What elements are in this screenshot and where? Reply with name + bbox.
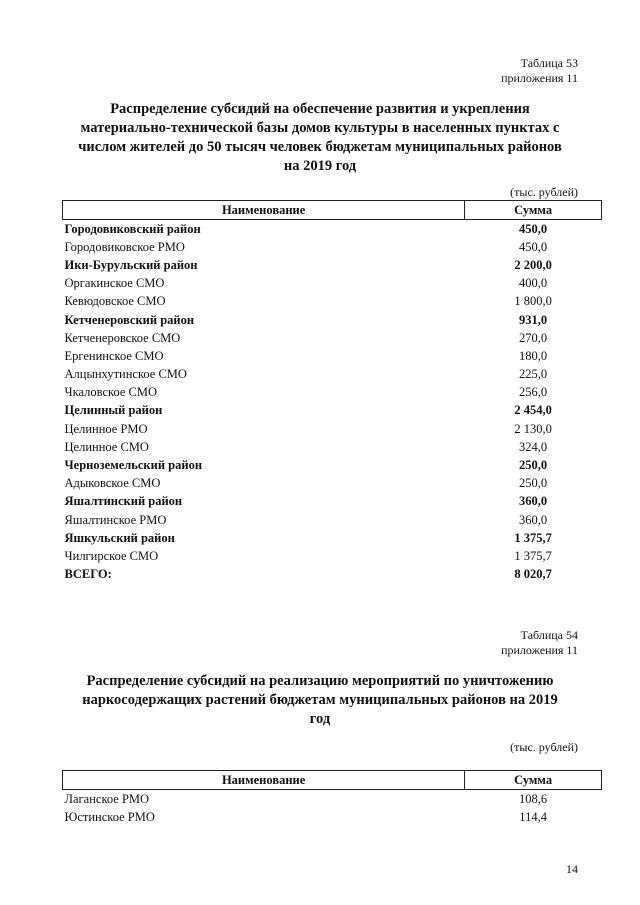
table54-reference — [501, 628, 578, 658]
table54 — [62, 770, 602, 826]
table54-header-sum: Сумма — [465, 771, 602, 790]
row-name: Ергенинское СМО — [64, 348, 164, 363]
table-row — [63, 438, 602, 456]
table53-title-line1: Распределение субсидий на обеспечение развития и укрепления — [110, 101, 530, 117]
row-value: 360,0 — [519, 494, 548, 509]
table-row — [63, 511, 602, 529]
table54-ref-line1: Таблица 54 — [520, 628, 578, 642]
table-row — [63, 311, 602, 329]
row-name: Целинное РМО — [64, 421, 148, 436]
table-row — [63, 475, 602, 493]
table53-title-line4: на 2019 год — [283, 158, 357, 174]
table53-reference — [501, 56, 578, 86]
row-name: Кевюдовское СМО — [64, 294, 166, 309]
table-row — [63, 493, 602, 511]
row-value: 1 375,7 — [514, 530, 552, 545]
row-value: 2 130,0 — [514, 421, 552, 436]
row-name: Адыковское СМО — [64, 476, 161, 491]
row-value: 2 454,0 — [514, 403, 552, 418]
table54-title-line3: год — [309, 711, 331, 727]
table53 — [62, 200, 602, 584]
table-row — [63, 566, 602, 584]
row-name: Оргакинское СМО — [64, 276, 165, 291]
row-value: 108,6 — [519, 791, 548, 806]
table54-units: (тыс. рублей) — [510, 740, 578, 754]
table54-ref-line2: приложения 11 — [501, 643, 578, 657]
table-row — [63, 238, 602, 256]
table53-header-row — [63, 201, 602, 220]
row-name: Чкаловское СМО — [64, 385, 158, 400]
row-value: 1 800,0 — [514, 294, 552, 309]
table53-units: (тыс. рублей) — [510, 185, 578, 199]
table53-body — [63, 220, 602, 584]
row-value: 324,0 — [519, 439, 548, 454]
table53-ref-line2: приложения 11 — [501, 71, 578, 85]
row-value: 2 200,0 — [514, 257, 552, 272]
row-value: 8 020,7 — [514, 567, 552, 582]
row-name: Яшкульский район — [64, 530, 175, 545]
table-row — [63, 808, 602, 826]
table54-header-row — [63, 771, 602, 790]
row-name: Лаганское РМО — [64, 791, 150, 806]
table-row — [63, 220, 602, 239]
row-name: Городовиковское РМО — [64, 239, 185, 254]
row-value: 250,0 — [519, 458, 548, 473]
table53-title — [56, 100, 584, 176]
table54-header-name: Наименование — [63, 771, 465, 790]
row-name: Яшалтинское РМО — [64, 512, 167, 527]
table54-title — [56, 672, 584, 729]
row-name: Ики-Бурульский район — [64, 257, 198, 272]
row-value: 114,4 — [519, 809, 547, 824]
table-row — [63, 402, 602, 420]
table-row — [63, 347, 602, 365]
table-row — [63, 329, 602, 347]
row-value: 270,0 — [519, 330, 548, 345]
table-row — [63, 366, 602, 384]
table-row — [63, 790, 602, 809]
row-name: ВСЕГО: — [64, 567, 112, 582]
row-value: 1 375,7 — [514, 548, 552, 563]
row-name: Целинный район — [64, 403, 163, 418]
table54-title-line1: Распределение субсидий на реализацию мероприятий по уничтожению — [86, 673, 554, 689]
table54-title-line2: наркосодержащих растений бюджетам муниципальных районов на 2019 — [82, 692, 558, 708]
table54-body — [63, 790, 602, 827]
table53-title-line3: числом жителей до 50 тысяч человек бюджетам муниципальных районов — [78, 139, 562, 155]
row-value: 450,0 — [519, 239, 548, 254]
table-row — [63, 547, 602, 565]
row-name: Целинное СМО — [64, 439, 149, 454]
table-row — [63, 256, 602, 274]
row-value: 225,0 — [519, 367, 548, 382]
table-row — [63, 293, 602, 311]
page-number: 14 — [566, 862, 578, 876]
row-name: Алцынхутинское СМО — [64, 367, 187, 382]
row-name: Кетченеровский район — [64, 312, 195, 327]
table-row — [63, 420, 602, 438]
row-name: Кетченеровское СМО — [64, 330, 181, 345]
row-value: 250,0 — [519, 476, 548, 491]
table53-header-sum: Сумма — [465, 201, 602, 220]
table-row — [63, 384, 602, 402]
row-value: 180,0 — [519, 348, 548, 363]
row-value: 400,0 — [519, 276, 548, 291]
row-value: 360,0 — [519, 512, 548, 527]
row-name: Городовиковский район — [64, 221, 201, 236]
table53-header-name: Наименование — [63, 201, 465, 220]
table53-title-line2: материально-технической базы домов культуры в населенных пунктах с — [80, 120, 560, 136]
table-row — [63, 456, 602, 474]
table-row — [63, 275, 602, 293]
row-value: 450,0 — [519, 221, 548, 236]
row-name: Чилгирское СМО — [64, 548, 159, 563]
table-row — [63, 529, 602, 547]
row-value: 931,0 — [519, 312, 548, 327]
row-name: Яшалтинский район — [64, 494, 183, 509]
row-name: Черноземельский район — [64, 458, 203, 473]
row-value: 256,0 — [519, 385, 548, 400]
row-name: Юстинское РМО — [64, 809, 155, 824]
table53-ref-line1: Таблица 53 — [520, 56, 578, 70]
